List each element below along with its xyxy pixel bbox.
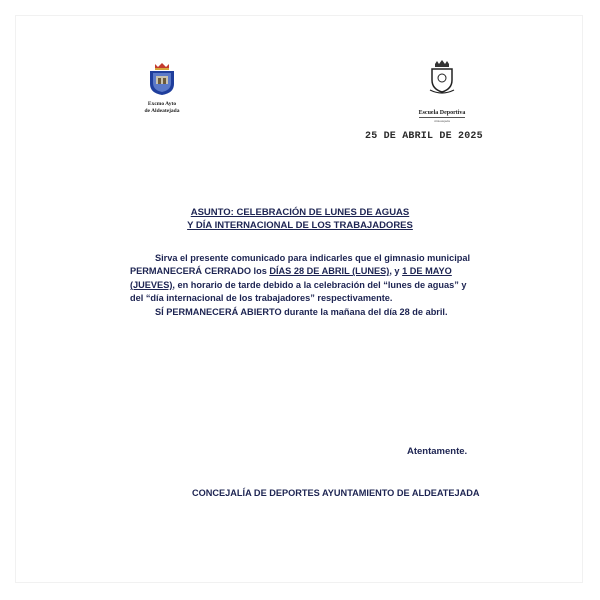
right-logo-subcaption: Aldeatejada xyxy=(434,119,450,123)
closure-dates-may: 1 DE MAYO (JUEVES) xyxy=(130,266,452,290)
p1-text-a: Sirva el presente comunicado para indicarles que el gimnasio municipal PERMANECERÁ CERRADO los xyxy=(130,253,471,277)
paragraph-2: SÍ PERMANECERÁ ABIERTO durante la mañana del día 28 de abril. xyxy=(155,306,448,317)
left-logo-caption-2: de Aldeatejada xyxy=(144,108,180,114)
left-logo-caption-1: Excmo Ayto xyxy=(147,101,177,107)
ayuntamiento-logo xyxy=(134,62,190,115)
closing-salutation: Atentamente. xyxy=(407,446,468,457)
notice-body xyxy=(130,252,475,319)
subject-heading xyxy=(0,206,600,232)
p1-text-c: , en horario de tarde debido a la celebración del “lunes de aguas” y del “día internacional de los trabajadores” respectivamente. xyxy=(130,279,467,304)
subject-line-1: ASUNTO: CELEBRACIÓN DE LUNES DE AGUAS xyxy=(190,207,410,218)
subject-line-2: Y DÍA INTERNACIONAL DE LOS TRABAJADORES xyxy=(187,220,413,231)
escuela-deportiva-logo xyxy=(410,60,474,123)
paragraph-1 xyxy=(130,252,475,306)
right-logo-caption: Escuela Deportiva xyxy=(418,110,466,116)
coat-of-arms-icon xyxy=(147,62,177,96)
crest-icon xyxy=(428,60,456,96)
closure-dates-april: DÍAS 28 DE ABRIL (LUNES) xyxy=(269,266,390,277)
signature-line: CONCEJALÍA DE DEPORTES AYUNTAMIENTO DE ALDEATEJADA xyxy=(192,488,480,498)
p1-text-b: , y xyxy=(389,266,403,277)
document-date: 25 DE ABRIL DE 2025 xyxy=(365,131,483,142)
